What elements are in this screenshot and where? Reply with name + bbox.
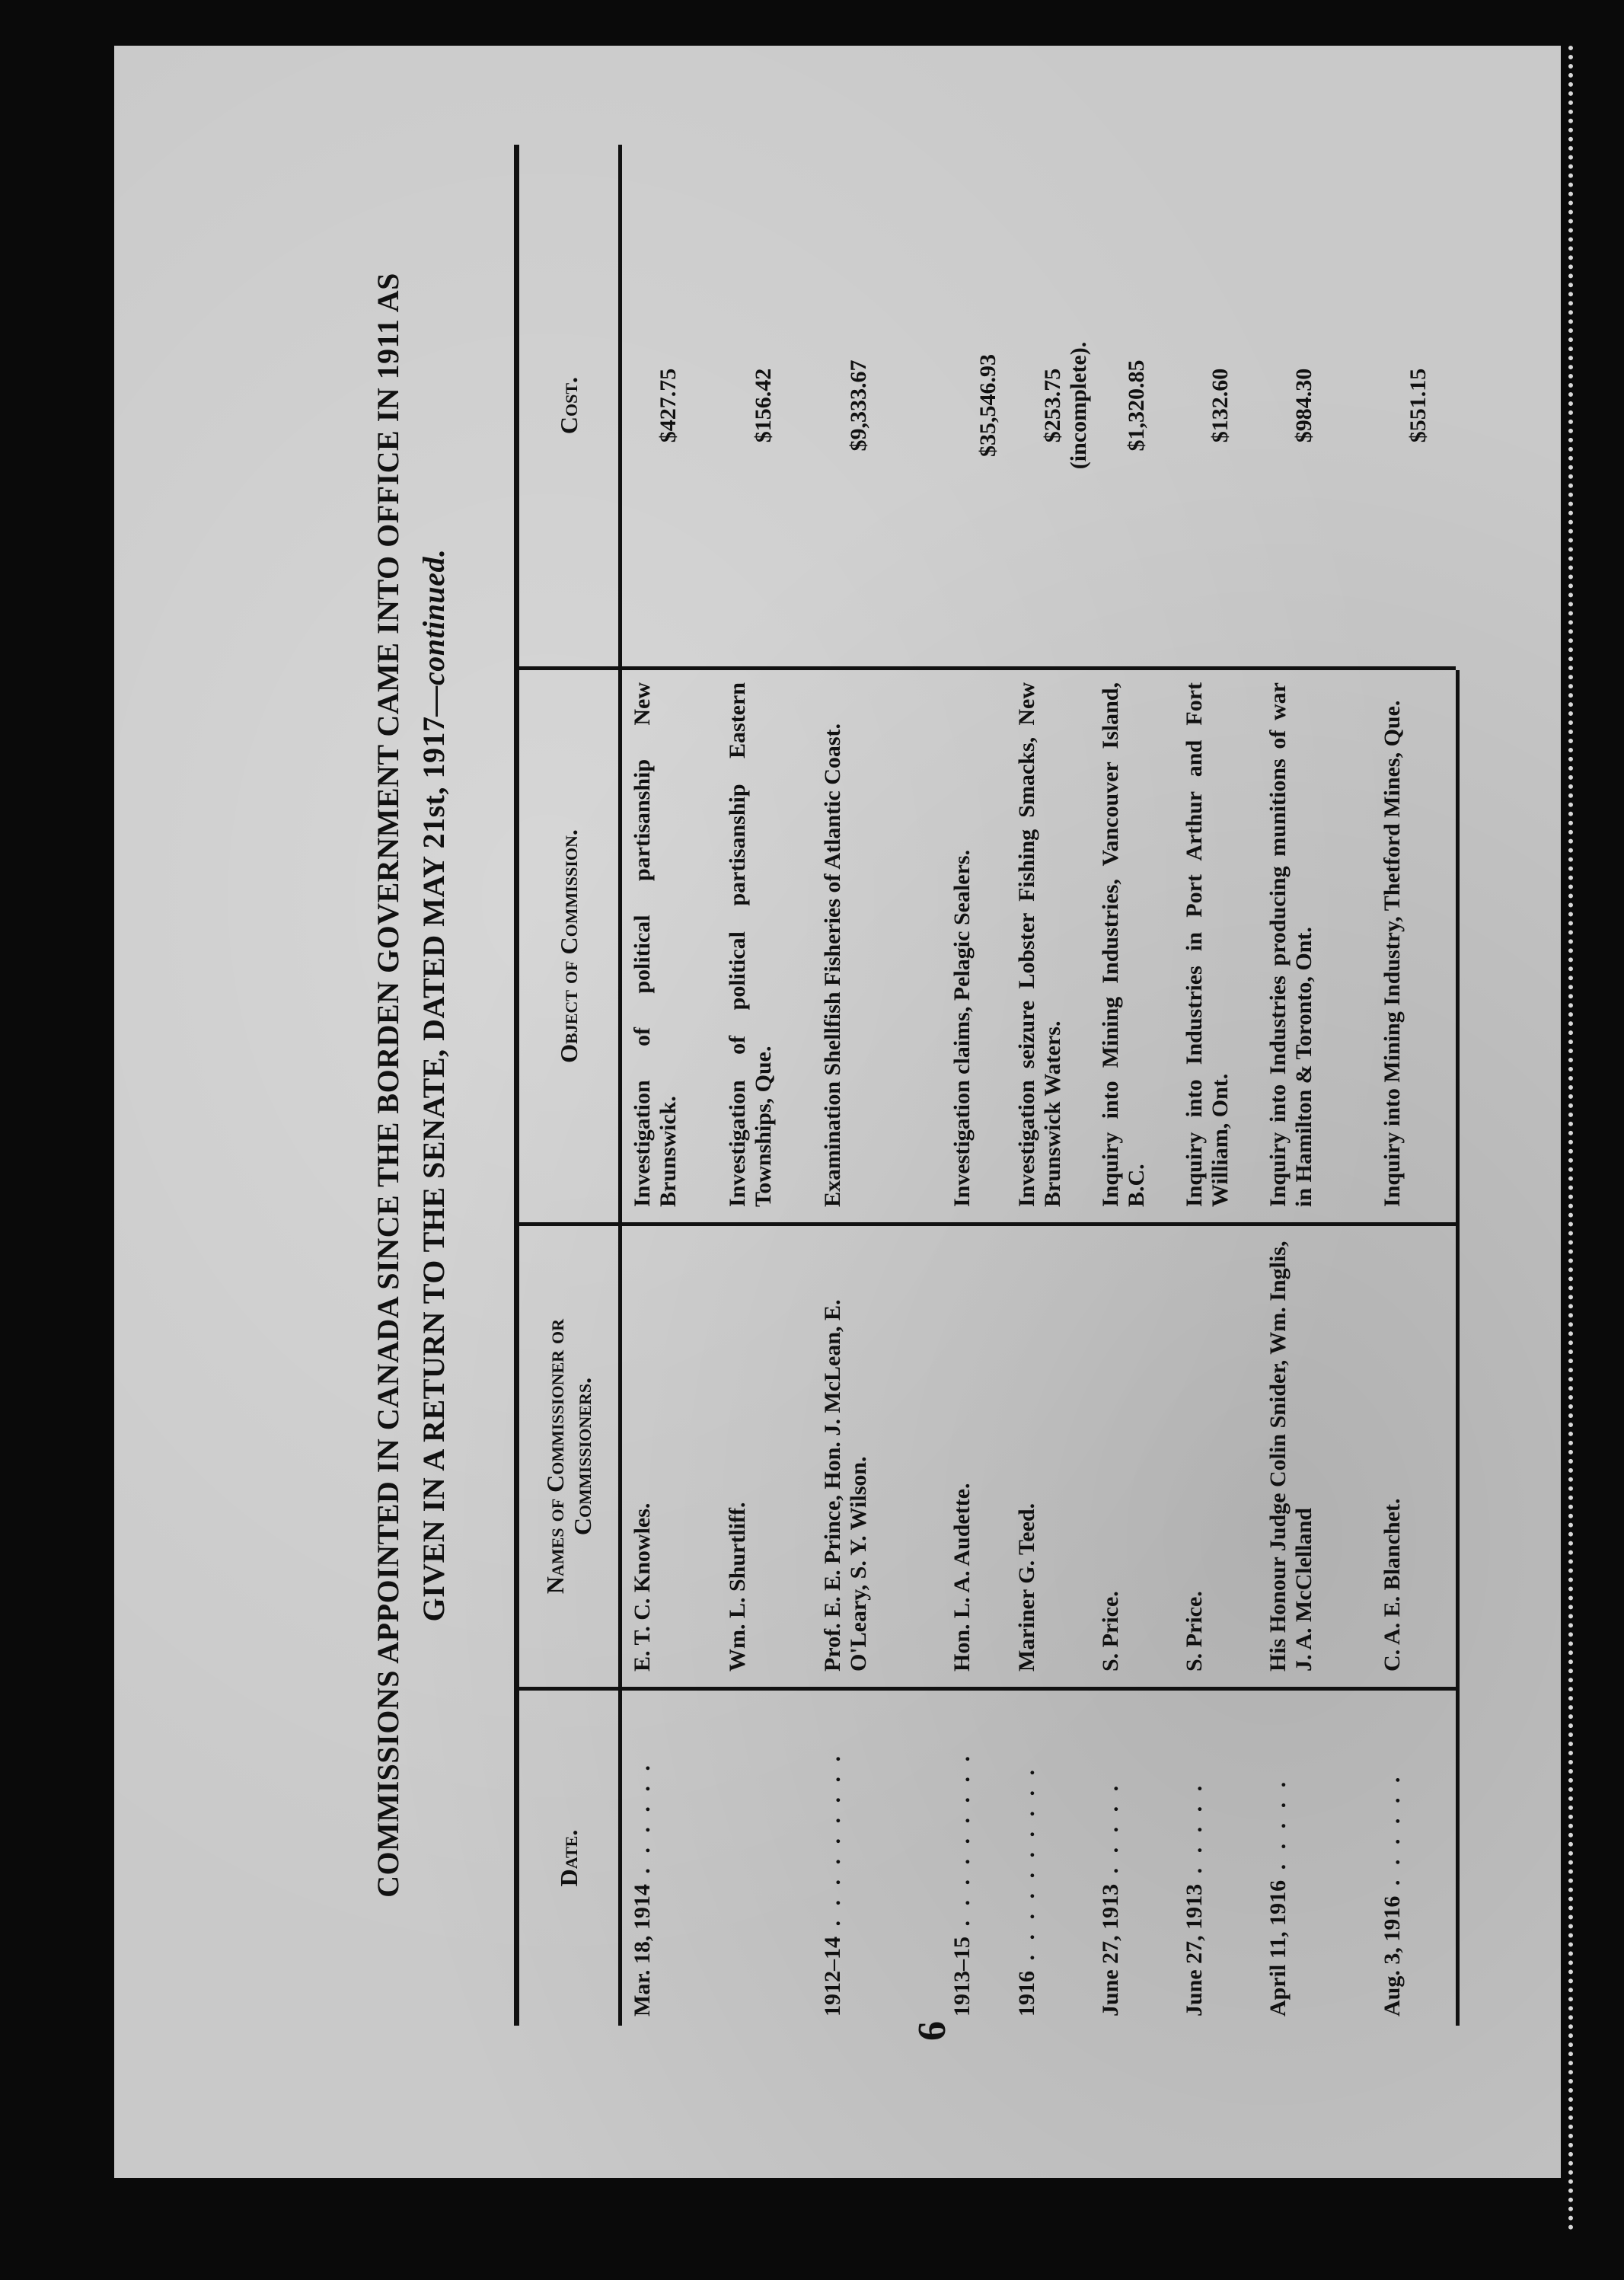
cell-date <box>1372 1691 1456 2026</box>
table-row <box>942 145 1007 2026</box>
title-line-2-text: GIVEN IN A RETURN TO THE SENATE, DATED MAY 21st, 1917 <box>416 716 451 1622</box>
table-row <box>1174 145 1258 2026</box>
title-line-1: COMMISSIONS APPOINTED IN CANADA SINCE THE BORDEN GOVERNMENT CAME INTO OFFICE IN 1911 AS <box>371 273 405 1898</box>
cost-amount: $132.60 <box>1208 368 1233 443</box>
date-text: Aug. 3, 1916 <box>1380 1895 1405 2017</box>
cell-object: Inquiry into Mining Industry, Thetford Mines, Que. <box>1372 670 1456 1226</box>
cell-date <box>1258 1691 1372 2026</box>
cell-object: Investigation seizure Lobster Fishing Smacks, New Brunswick Waters. <box>1007 670 1090 1226</box>
header-names: Names of Commissioner or Commissioners. <box>519 1226 618 1691</box>
cell-object: Inquiry into Industries in Port Arthur and Fort William, Ont. <box>1174 670 1258 1226</box>
leader-dots: . . . . . . <box>630 1761 655 1885</box>
table-row <box>717 145 812 2026</box>
cell-names: Hon. L. A. Audette. <box>942 1226 1007 1691</box>
perforated-edge <box>1568 46 1603 2231</box>
leader-dots: . . . . . <box>1182 1780 1207 1884</box>
cell-names: S. Price. <box>1090 1226 1174 1691</box>
leader-dots: . . . . . . . . . . <box>1014 1765 1039 1971</box>
cell-object: Investigation of political partisanship Eastern Townships, Que. <box>717 670 812 1226</box>
cell-date <box>1007 1691 1090 2026</box>
cell-cost <box>622 145 717 670</box>
title-continued: —continued. <box>416 548 451 717</box>
cell-names: E. T. C. Knowles. <box>622 1226 717 1691</box>
cell-date <box>622 1691 717 2026</box>
table-row <box>1007 145 1090 2026</box>
cell-names: S. Price. <box>1174 1226 1258 1691</box>
table-row <box>1258 145 1372 2026</box>
leader-dots: . . . . . . <box>1380 1772 1405 1896</box>
date-text: June 27, 1913 <box>1098 1883 1123 2017</box>
date-text: 1912–14 <box>820 1937 845 2017</box>
leader-dots: . . . . . . . . . <box>820 1752 845 1937</box>
cell-object: Investigation claims, Pelagic Sealers. <box>942 670 1007 1226</box>
page-title <box>365 145 503 2026</box>
cell-names: Prof. E. E. Prince, Hon. J. McLean, E. O'Leary, S. Y. Wilson. <box>812 1226 942 1691</box>
cost-amount: $9,333.67 <box>846 359 871 452</box>
header-object: Object of Commission. <box>519 670 618 1226</box>
date-text: June 27, 1913 <box>1182 1883 1207 2017</box>
cell-names: C. A. E. Blanchet. <box>1372 1226 1456 1691</box>
date-text: Mar. 18, 1914 <box>630 1884 655 2017</box>
cell-cost <box>1372 145 1456 670</box>
cell-object: Investigation of political partisanship New Brunswick. <box>622 670 717 1226</box>
cell-cost <box>717 145 812 670</box>
cell-date <box>812 1691 942 2026</box>
cost-amount: $156.42 <box>751 368 776 443</box>
table-row <box>812 145 942 2026</box>
cell-date <box>1090 1691 1174 2026</box>
date-text: 1913–15 <box>949 1937 975 2017</box>
cell-object: Inquiry into Industries producing munitions of war in Hamilton & Toronto, Ont. <box>1258 670 1372 1226</box>
cost-amount: $984.30 <box>1291 368 1316 443</box>
cell-cost <box>1090 145 1174 670</box>
cost-amount: $551.15 <box>1405 368 1431 443</box>
leader-dots: . . . . . <box>1265 1777 1291 1880</box>
table-header <box>519 145 622 2026</box>
cost-amount: $35,546.93 <box>975 354 1000 457</box>
cell-date <box>942 1691 1007 2026</box>
cell-object: Examination Shellfish Fisheries of Atlantic Coast. <box>812 670 942 1226</box>
header-cost: Cost. <box>519 145 618 670</box>
leader-dots: . . . . . . . . . <box>949 1752 975 1937</box>
cell-names: Wm. L. Shurtliff. <box>717 1226 812 1691</box>
date-text: April 11, 1916 <box>1265 1879 1291 2017</box>
rotated-page-content <box>365 145 1508 2026</box>
cost-amount: $253.75 <box>1040 368 1065 443</box>
table-row <box>1090 145 1174 2026</box>
table-row <box>622 145 717 2026</box>
cost-note: (incomplete). <box>1066 341 1091 470</box>
leader-dots: . . . . . <box>1098 1780 1123 1884</box>
header-date: Date. <box>555 1829 582 1887</box>
cell-names: Mariner G. Teed. <box>1007 1226 1090 1691</box>
cell-cost <box>1174 145 1258 670</box>
date-text: 1916 <box>1014 1971 1039 2017</box>
cell-cost <box>1007 145 1090 670</box>
cell-cost <box>942 145 1007 670</box>
cell-object: Inquiry into Mining Industries, Vancouver Island, B.C. <box>1090 670 1174 1226</box>
cost-amount: $427.75 <box>656 368 681 443</box>
cell-names: His Honour Judge Colin Snider, Wm. Inglis, J. A. McClelland <box>1258 1226 1372 1691</box>
cell-date <box>717 1691 812 2026</box>
names-column-bottom-rule <box>1456 670 1460 2026</box>
cell-cost <box>1258 145 1372 670</box>
table-body <box>622 145 1460 2026</box>
table-row <box>1372 145 1456 2026</box>
cell-cost <box>812 145 942 670</box>
title-line-2 <box>411 145 457 2026</box>
cost-amount: $1,320.85 <box>1124 359 1149 452</box>
commissions-table <box>514 145 1460 2026</box>
cell-date <box>1174 1691 1258 2026</box>
page-number: 6 <box>911 2021 954 2041</box>
